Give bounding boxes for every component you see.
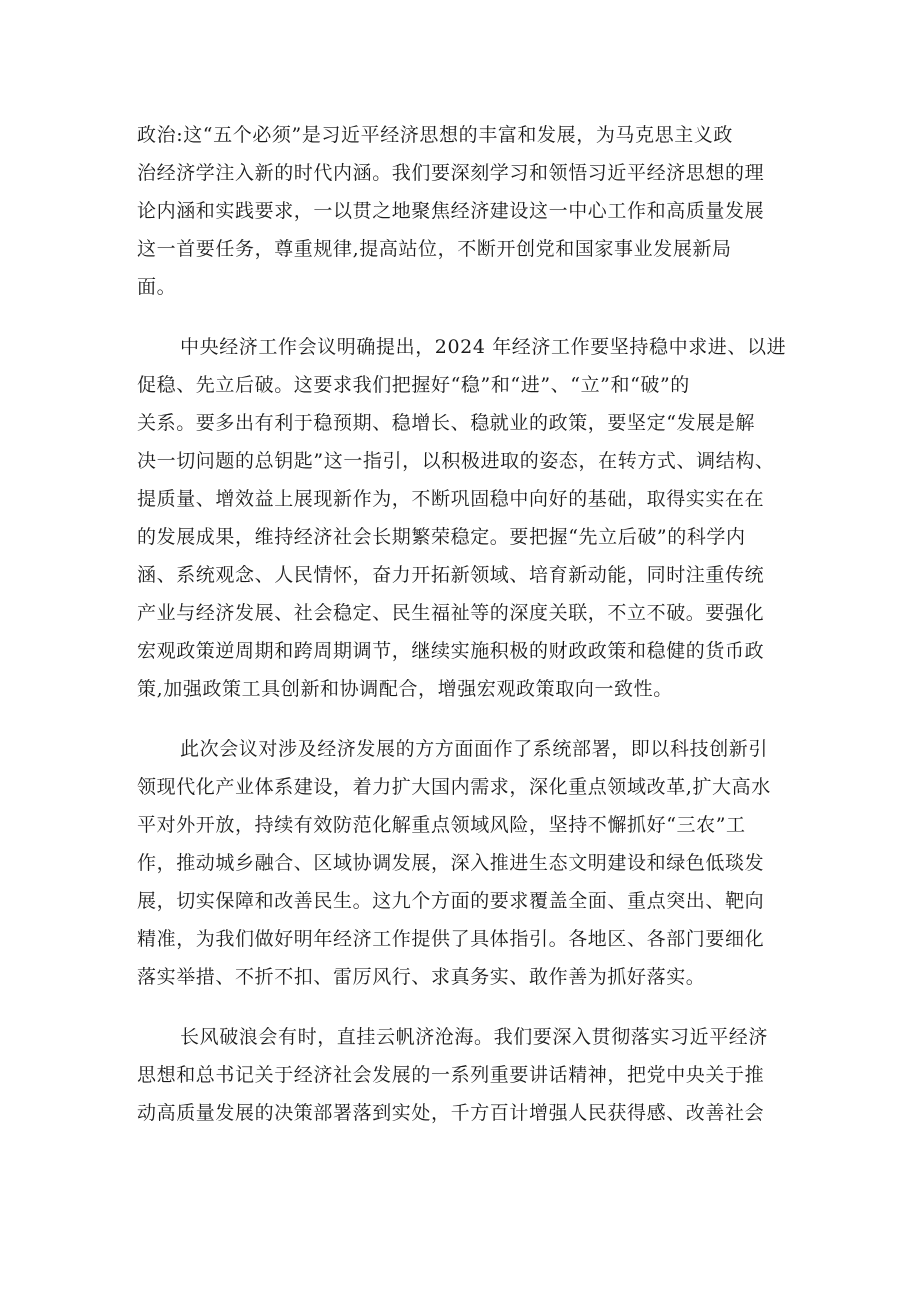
text-line: 的发展成果，维持经济社会长期繁荣稳定。要把握“先立后破”的科学内 xyxy=(137,526,746,548)
text-line: 策,加强政策工具创新和协调配合，增强宏观政策取向一致性。 xyxy=(137,678,673,700)
text-line: 精准，为我们做好明年经济工作提供了具体指引。各地区、各部门要细化 xyxy=(137,928,765,950)
text-line: 展，切实保障和改善民生。这九个方面的要求覆盖全面、重点突出、靶向 xyxy=(137,890,765,912)
text-line: 治经济学注入新的时代内涵。我们要深刻学习和领悟习近平经济思想的理 xyxy=(137,162,765,184)
paragraph-first-line: 长风破浪会有时，直挂云帆济沧海。我们要深入贯彻落实习近平经济 xyxy=(180,1026,769,1048)
text-line: 动高质量发展的决策部署落到实处，千方百计增强人民获得感、改善社会 xyxy=(137,1102,765,1124)
text-line: 促稳、先立后破。这要求我们把握好“稳”和“进”、“立”和“破”的 xyxy=(137,374,690,396)
text-line: 产业与经济发展、社会稳定、民生福祉等的深度关联，不立不破。要强化 xyxy=(137,602,765,624)
text-line: 平对外开放，持续有效防范化解重点领域风险，坚持不懈抓好“三农”工 xyxy=(137,814,746,836)
paragraph-first-line: 中央经济工作会议明确提出，2024 年经济工作要坚持稳中求进、以进 xyxy=(180,336,787,358)
text-line: 政治:这“五个必须”是习近平经济思想的丰富和发展，为马克思主义政 xyxy=(137,124,734,146)
text-line: 论内涵和实践要求，一以贯之地聚焦经济建设这一中心工作和高质量发展 xyxy=(137,200,765,222)
text-line: 面。 xyxy=(137,276,177,298)
text-line: 决一切问题的总钥匙”这一指引，以积极进取的姿态，在转方式、调结构、 xyxy=(137,450,775,472)
text-line: 作，推动城乡融合、区域协调发展，深入推进生态文明建设和绿色低琰发 xyxy=(137,852,765,874)
paragraph-first-line: 此次会议对涉及经济发展的方方面面作了系统部署，即以科技创新引 xyxy=(180,738,769,760)
text-line: 思想和总书记关于经济社会发展的一系列重要讲话精神，把党中央关于推 xyxy=(137,1064,765,1086)
text-line: 落实举措、不折不扣、雷厉风行、求真务实、敢作善为抓好落实。 xyxy=(137,966,706,988)
text-line: 涵、系统观念、人民情怀，奋力开拓新领域、培育新动能，同时注重传统 xyxy=(137,564,765,586)
text-line: 宏观政策逆周期和跨周期调节，继续实施积极的财政政策和稳健的货币政 xyxy=(137,640,765,662)
text-line: 这一首要任务，尊重规律,提高站位，不断开创党和国家事业发展新局 xyxy=(137,238,732,260)
text-line: 提质量、增效益上展现新作为，不断巩固稳中向好的基础，取得实实在在 xyxy=(137,488,765,510)
text-line: 领现代化产业体系建设，着力扩大国内需求，深化重点领域改革,扩大高水 xyxy=(137,776,771,798)
text-line: 关系。要多出有利于稳预期、稳增长、稳就业的政策，要坚定“发展是解 xyxy=(137,412,755,434)
